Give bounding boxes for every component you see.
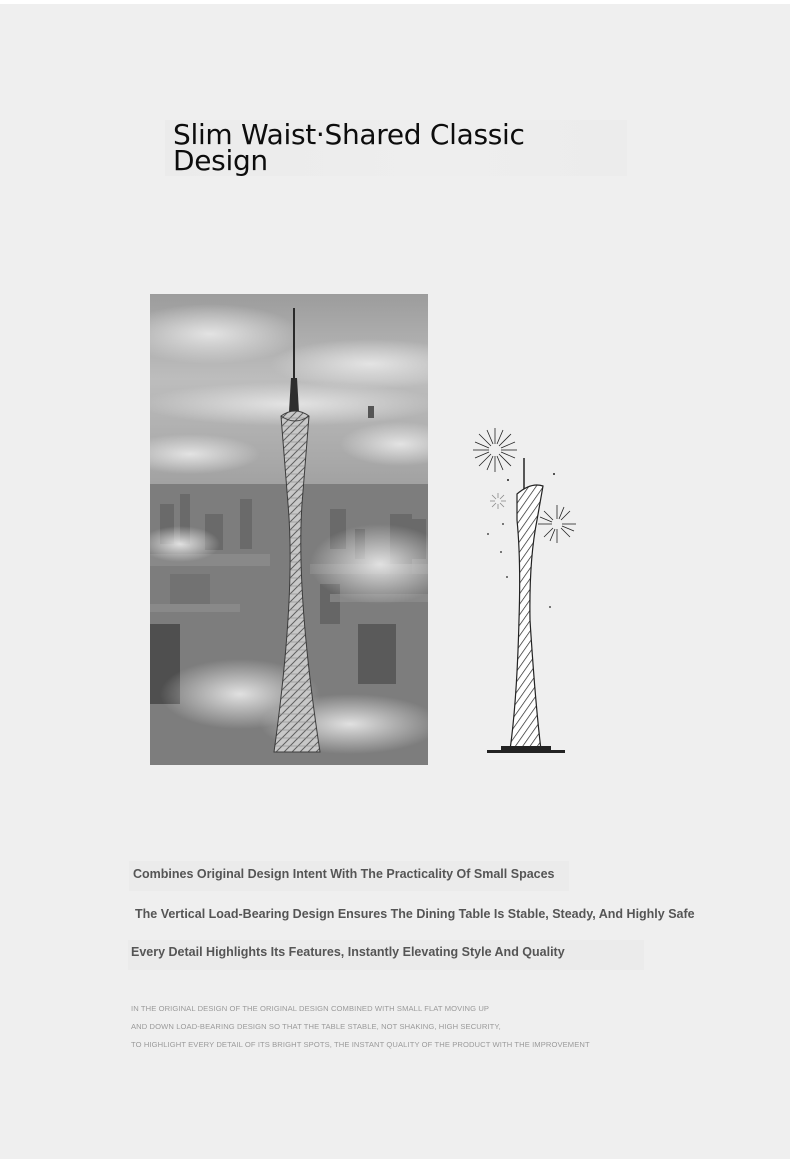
- page-headline: Slim Waist·Shared Classic Design: [173, 118, 525, 177]
- feature-line-3: Every Detail Highlights Its Features, Instantly Elevating Style And Quality: [131, 945, 565, 959]
- note-line-3: TO HIGHLIGHT EVERY DETAIL OF ITS BRIGHT SPOTS, THE INSTANT QUALITY OF THE PRODUCT WITH THE IMPROVEMENT: [131, 1040, 590, 1049]
- tower-sketch-with-fireworks-icon: [465, 420, 585, 760]
- note-line-2: AND DOWN LOAD-BEARING DESIGN SO THAT THE TABLE STABLE, NOT SHAKING, HIGH SECURITY,: [131, 1022, 501, 1031]
- bottom-border: [0, 1159, 790, 1163]
- feature-line-2: The Vertical Load-Bearing Design Ensures The Dining Table Is Stable, Steady, And Highly Safe: [135, 907, 695, 921]
- top-border: [0, 0, 790, 4]
- tower-photo-icon: [150, 294, 428, 765]
- feature-line-1: Combines Original Design Intent With The Practicality Of Small Spaces: [133, 867, 555, 881]
- note-line-1: IN THE ORIGINAL DESIGN OF THE ORIGINAL DESIGN COMBINED WITH SMALL FLAT MOVING UP: [131, 1004, 490, 1013]
- tower-sketch: [465, 420, 585, 760]
- tower-photo: [150, 294, 428, 765]
